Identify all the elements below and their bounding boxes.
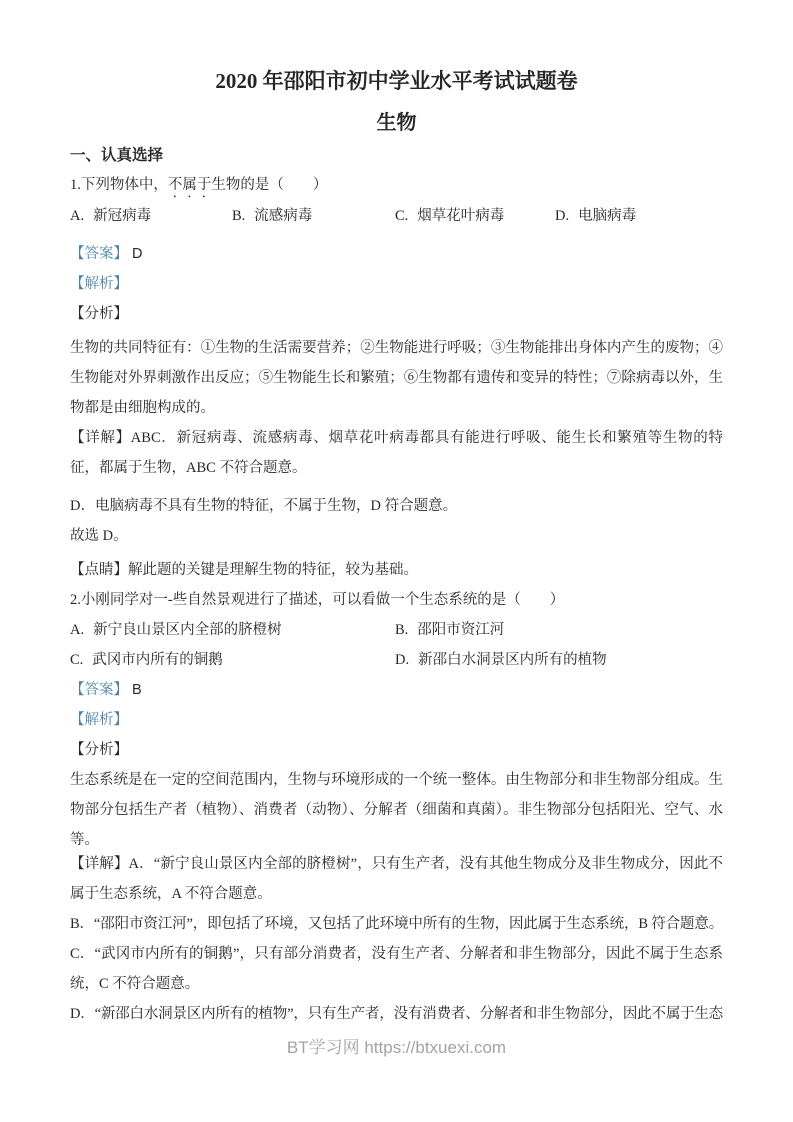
q1-detail-paragraph: 【详解】ABC．新冠病毒、流感病毒、烟草花叶病毒都具有能进行呼吸、能生长和繁殖等生物的特征，都属于生物，ABC 不符合题意。 (70, 430, 723, 476)
q2-explain-line (70, 705, 723, 735)
option-text: 流感病毒 (254, 208, 313, 224)
option-letter: D. (395, 652, 410, 668)
option-letter: C. (70, 652, 84, 668)
option-text: 新冠病毒 (93, 208, 152, 224)
answer-tag: 【答案】 (70, 246, 128, 262)
q1-answer-value: D (132, 246, 143, 262)
option-letter: D. (555, 208, 570, 224)
option-letter: A. (70, 208, 85, 224)
subject-title: 生物 (376, 112, 417, 134)
q1-stem-post: 生物的是（ ） (211, 177, 328, 193)
q1-option-b (232, 201, 395, 231)
option-text: 烟草花叶病毒 (417, 208, 505, 224)
answer-tag: 【答案】 (70, 682, 128, 698)
q2-option-a (70, 615, 395, 645)
q1-answer-line (70, 239, 723, 269)
q1-analysis-paragraph: 生物的共同特征有：①生物的生活需要营养；②生物能进行呼吸；③生物能排出身体内产生的废物；④生物能对外界刺激作出反应；⑤生物能生长和繁殖；⑥生物都有遗传和变异的特性；⑦除病毒以外，生物都是由细胞构成的。 (70, 340, 723, 416)
option-text: 新宁良山景区内全部的脐橙树 (93, 622, 282, 638)
q1-conclusion: 故选 D。 (70, 528, 128, 544)
q1-option-a (70, 201, 232, 231)
option-text: 邵阳市资江河 (417, 622, 505, 638)
q2-option-d (395, 645, 723, 675)
watermark-footer: BT学习网 https://btxuexi.com (286, 1038, 507, 1057)
q2-stem: 2.小刚同学对一-些自然景观进行了描述，可以看做一个生态系统的是（ ） (70, 592, 565, 608)
q1-explain-line (70, 269, 723, 299)
q2-options (70, 615, 723, 675)
page-title: 2020 年邵阳市初中学业水平考试试题卷 (215, 69, 578, 93)
q2-answer-value: B (132, 682, 142, 698)
q1-detail-d-line: D．电脑病毒不具有生物的特征，不属于生物，D 符合题意。 (70, 498, 458, 514)
explain-tag: 【解析】 (70, 276, 128, 292)
q1-stem-pre: 1.下列物体中， (70, 177, 168, 193)
explain-tag: 【解析】 (70, 712, 128, 728)
q2-option-b (395, 615, 723, 645)
option-letter: C. (395, 208, 409, 224)
q2-answer-line (70, 675, 723, 705)
q2-detail-b-line: B．“邵阳市资江河”，即包括了环境，又包括了此环境中所有的生物，因此属于生态系统，B 符合题意。 (70, 916, 723, 932)
q1-tip-line: 【点睛】解此题的关键是理解生物的特征，较为基础。 (70, 562, 418, 578)
section-heading: 一、认真选择 (70, 147, 164, 164)
option-letter: B. (395, 622, 409, 638)
q1-analysis-tag-line (70, 299, 723, 329)
option-text: 武冈市内所有的铜鹅 (92, 652, 223, 668)
q2-detail-a-paragraph: 【详解】A．“新宁良山景区内全部的脐橙树”，只有生产者，没有其他生物成分及非生物成分，因此不属于生态系统，A 不符合题意。 (70, 856, 723, 902)
q2-detail-d-line: D．“新邵白水洞景区内所有的植物”，只有生产者，没有消费者、分解者和非生物部分，因此不属于生态 (70, 1006, 723, 1022)
q1-stem-emphasis: 不属于 (167, 177, 212, 193)
option-letter: A. (70, 622, 85, 638)
q1-stem (70, 170, 723, 201)
q2-analysis-paragraph: 生态系统是在一定的空间范围内，生物与环境形成的一个统一整体。由生物部分和非生物部分组成。生物部分包括生产者（植物）、消费者（动物）、分解者（细菌和真菌）。非生物部分包括阳光、空气、水等。 (70, 772, 723, 848)
analysis-tag: 【分析】 (70, 742, 128, 758)
q2-detail-c-paragraph: C．“武冈市内所有的铜鹅”，只有部分消费者，没有生产者、分解者和非生物部分，因此不属于生态系统，C 不符合题意。 (70, 946, 723, 992)
q2-analysis-tag-line (70, 735, 723, 765)
analysis-tag: 【分析】 (70, 306, 128, 322)
option-text: 电脑病毒 (578, 208, 637, 224)
q2-option-c (70, 645, 395, 675)
q1-option-d (555, 201, 723, 231)
q1-options (70, 201, 723, 231)
option-text: 新邵白水洞景区内所有的植物 (418, 652, 607, 668)
option-letter: B. (232, 208, 246, 224)
q1-option-c (395, 201, 555, 231)
